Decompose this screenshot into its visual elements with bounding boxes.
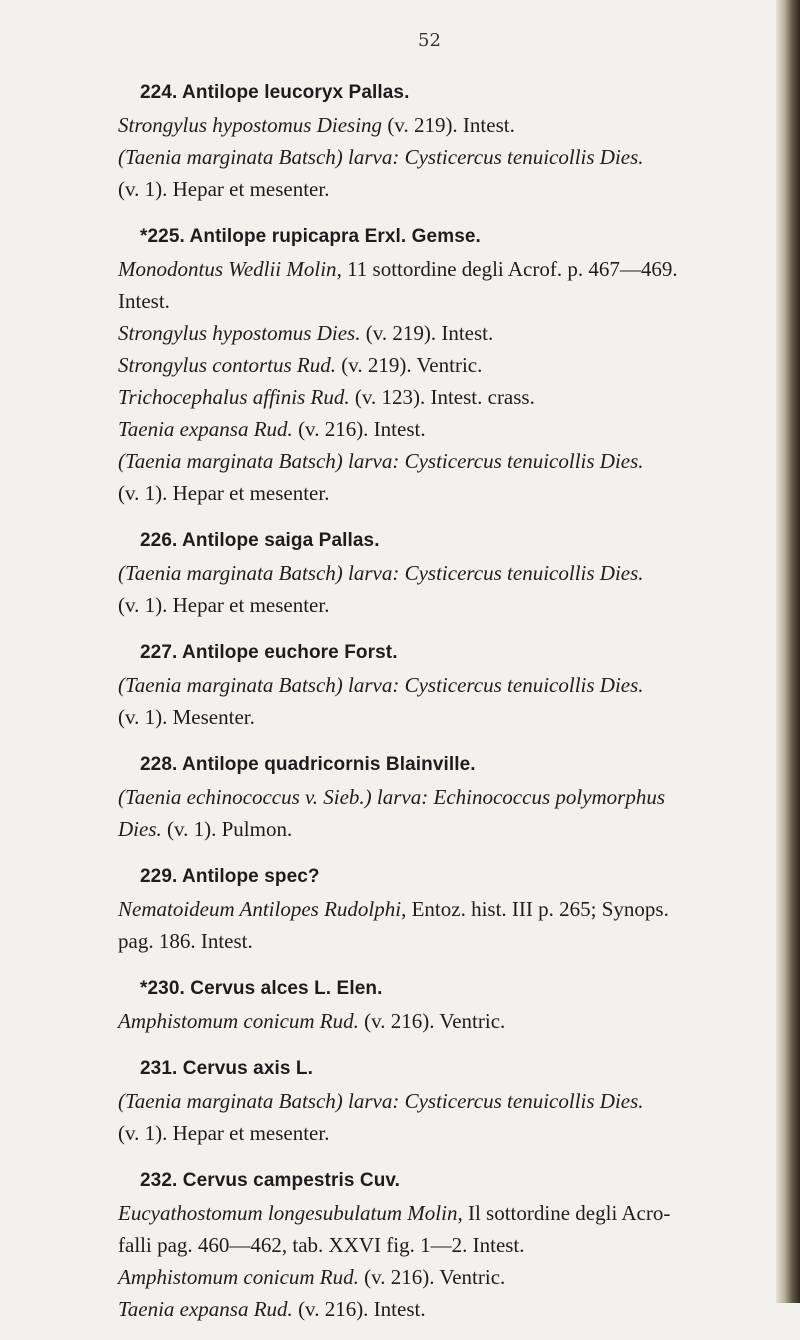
species-name: Taenia expansa Rud. (118, 417, 293, 441)
species-name: Amphistomum conicum Rud. (118, 1009, 359, 1033)
parasite-line (118, 413, 768, 445)
parasite-line (118, 1261, 768, 1293)
species-name: Eucyathostomum longesubulatum Molin (118, 1201, 458, 1225)
parasite-line (118, 669, 768, 701)
parasite-line (118, 1229, 768, 1261)
host-heading: *230. Cervus alces L. Elen. (140, 978, 383, 999)
reference-text: (v. 1). Hepar et mesenter. (118, 481, 330, 505)
host-heading: 231. Cervus axis L. (140, 1058, 314, 1079)
reference-text: (v. 1). Pulmon. (161, 817, 293, 841)
reference-text: (v. 1). Hepar et mesenter. (118, 1121, 330, 1145)
host-heading: 229. Antilope spec? (140, 866, 320, 887)
host-entry (118, 76, 768, 205)
reference-text: (v. 216). Intest. (292, 417, 426, 441)
host-heading: *225. Antilope rupicapra Erxl. Gemse. (140, 226, 481, 247)
host-entry (118, 748, 768, 845)
reference-text: (v. 216). Intest. (292, 1297, 426, 1321)
species-name: Amphistomum conicum Rud. (118, 1265, 359, 1289)
host-heading: 227. Antilope euchore Forst. (140, 642, 398, 663)
parasite-line (118, 349, 768, 381)
host-entry (118, 524, 768, 621)
parasite-line (118, 557, 768, 589)
parasite-line (118, 1197, 768, 1229)
parasite-line (118, 477, 768, 509)
species-name: (Taenia marginata Batsch) larva: Cysticercus tenuicollis Dies. (118, 561, 644, 585)
parasite-line (118, 285, 768, 317)
reference-text: Intest. (118, 289, 170, 313)
reference-text: , 11 sottordine degli Acrof. p. 467—469. (336, 257, 678, 281)
species-name: (Taenia marginata Batsch) larva: Cysticercus tenuicollis Dies. (118, 145, 644, 169)
species-name: (Taenia marginata Batsch) larva: Cysticercus tenuicollis Dies. (118, 1089, 644, 1113)
species-name: Nematoideum Antilopes Rudolphi (118, 897, 402, 921)
parasite-line (118, 173, 768, 205)
parasite-line (118, 781, 768, 813)
reference-text: pag. 186. Intest. (118, 929, 253, 953)
reference-text: , Il sottordine degli Acro- (457, 1201, 671, 1225)
reference-text: falli pag. 460—462, tab. XXVI fig. 1—2. Intest. (118, 1233, 525, 1257)
parasite-line (118, 589, 768, 621)
page-edge-shadow (776, 0, 800, 1303)
species-name: (Taenia echinococcus v. Sieb.) larva: Echinococcus polymorphus (118, 785, 666, 809)
parasite-line (118, 109, 768, 141)
parasite-line (118, 381, 768, 413)
host-entry (118, 972, 768, 1037)
host-heading: 224. Antilope leucoryx Pallas. (140, 82, 410, 103)
species-name: Monodontus Wedlii Molin (118, 257, 337, 281)
host-entry (118, 220, 768, 509)
host-entry (118, 1164, 768, 1325)
parasite-line (118, 701, 768, 733)
species-name: (Taenia marginata Batsch) larva: Cysticercus tenuicollis Dies. (118, 449, 644, 473)
host-heading: 226. Antilope saiga Pallas. (140, 530, 380, 551)
host-entry (118, 860, 768, 957)
parasite-line (118, 1117, 768, 1149)
reference-text: (v. 219). Intest. (360, 321, 494, 345)
page-number: 52 (418, 30, 441, 51)
host-heading: 232. Cervus campestris Cuv. (140, 1170, 401, 1191)
reference-text: (v. 216). Ventric. (358, 1265, 506, 1289)
parasite-line (118, 893, 768, 925)
parasite-line (118, 141, 768, 173)
reference-text: (v. 123). Intest. crass. (349, 385, 535, 409)
document-body (118, 76, 768, 1340)
species-name: Taenia expansa Rud. (118, 1297, 293, 1321)
parasite-line (118, 813, 768, 845)
reference-text: (v. 1). Hepar et mesenter. (118, 177, 330, 201)
reference-text: (v. 1). Mesenter. (118, 705, 255, 729)
species-name: Trichocephalus affinis Rud. (118, 385, 350, 409)
species-name: Strongylus hypostomus Diesing (118, 113, 383, 137)
species-name: Strongylus hypostomus Dies. (118, 321, 361, 345)
species-name: Dies. (118, 817, 162, 841)
reference-text: (v. 219). Intest. (382, 113, 515, 137)
species-name: Strongylus contortus Rud. (118, 353, 336, 377)
parasite-line (118, 317, 768, 349)
parasite-line (118, 1005, 768, 1037)
reference-text: (v. 1). Hepar et mesenter. (118, 593, 330, 617)
parasite-line (118, 445, 768, 477)
host-entry (118, 636, 768, 733)
parasite-line (118, 925, 768, 957)
species-name: (Taenia marginata Batsch) larva: Cysticercus tenuicollis Dies. (118, 673, 644, 697)
reference-text: (v. 219). Ventric. (335, 353, 483, 377)
parasite-line (118, 1085, 768, 1117)
parasite-line (118, 1293, 768, 1325)
host-entry (118, 1052, 768, 1149)
host-heading: 228. Antilope quadricornis Blainville. (140, 754, 476, 775)
parasite-line (118, 253, 768, 285)
reference-text: (v. 216). Ventric. (358, 1009, 506, 1033)
reference-text: , Entoz. hist. III p. 265; Synops. (401, 897, 669, 921)
